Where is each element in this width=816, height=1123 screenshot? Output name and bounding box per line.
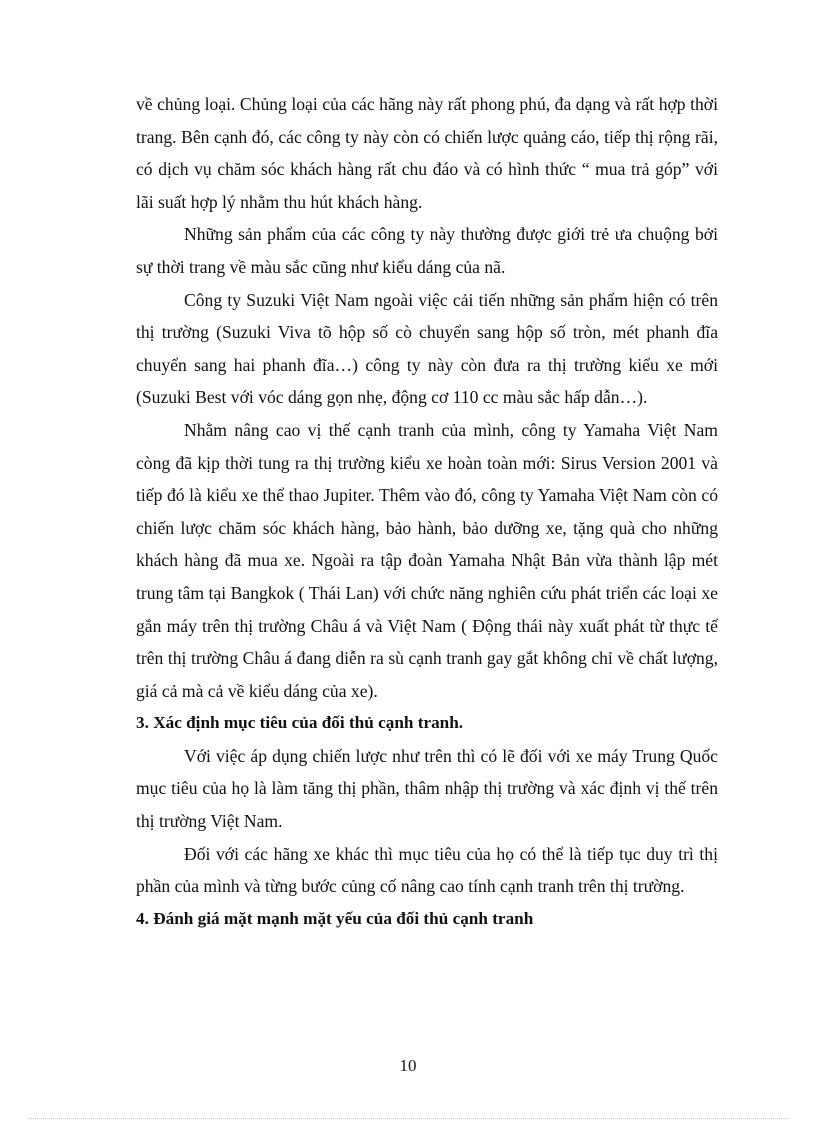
- paragraph-yamaha: Nhằm nâng cao vị thế cạnh tranh của mình, công ty Yamaha Việt Nam còng đã kịp thời tung ra thị trường kiểu xe hoàn toàn mới: Sirus Version 2001 và tiếp đó là kiểu xe thể thao Jupiter. Thêm vào đó, công ty Yamaha Việt Nam còn có chiến lược chăm sóc khách hàng, bảo hành, bảo dưỡng xe, tặng quà cho những khách hàng đã mua xe. Ngoài ra tập đoàn Yamaha Nhật Bản vừa thành lập mét trung tâm tại Bangkok ( Thái Lan) với chức năng nghiên cứu phát triển các loại xe gắn máy trên thị trường Châu á và Việt Nam ( Động thái này xuất phát từ thực tế trên thị trường Châu á đang diễn ra sù cạnh tranh gay gắt không chỉ về chất lượng, giá cả mà cả về kiểu dáng của xe).: [136, 419, 718, 701]
- footer-divider: [28, 1118, 788, 1119]
- section-heading-4: 4. Đánh giá mặt mạnh mặt yếu của đối thủ cạnh tranh: [136, 908, 534, 928]
- paragraph-youth-preference: Những sản phẩm của các công ty này thường được giới trẻ ưa chuộng bởi sự thời trang về màu sắc cũng như kiểu dáng của nã.: [136, 224, 718, 277]
- paragraph-other-brands: Đối với các hãng xe khác thì mục tiêu của họ có thể là tiếp tục duy trì thị phần của mình và từng bước củng cố nâng cao tính cạnh tranh trên thị trường.: [136, 843, 718, 897]
- paragraph-suzuki: Công ty Suzuki Việt Nam ngoài việc cải tiến những sản phẩm hiện có trên thị trường (Suzuki Viva tõ hộp số cò chuyển sang hộp số tròn, mét phanh đĩa chuyển sang hai phanh đĩa…) công ty này còn đưa ra thị trường kiểu xe mới (Suzuki Best với vóc dáng gọn nhẹ, động cơ 110 cc màu sắc hấp dẫn…).: [136, 289, 718, 408]
- paragraph-continuation: về chủng loại. Chủng loại của các hãng này rất phong phú, đa dạng và rất hợp thời trang. Bên cạnh đó, các công ty này còn có chiến lược quảng cáo, tiếp thị rộng rãi, có dịch vụ chăm sóc khách hàng rất chu đáo và có hình thức “ mua trả góp” với lãi suất hợp lý nhằm thu hút khách hàng.: [136, 94, 718, 212]
- page-body: [136, 88, 718, 935]
- page-number: 10: [399, 1056, 417, 1075]
- paragraph-chinese-bikes: Với việc áp dụng chiến lược như trên thì có lẽ đối với xe máy Trung Quốc mục tiêu của họ là làm tăng thị phần, thâm nhập thị trường và xác định vị thế trên thị trường Việt Nam.: [136, 745, 718, 832]
- section-heading-3: 3. Xác định mục tiêu của đối thủ cạnh tranh.: [136, 713, 464, 733]
